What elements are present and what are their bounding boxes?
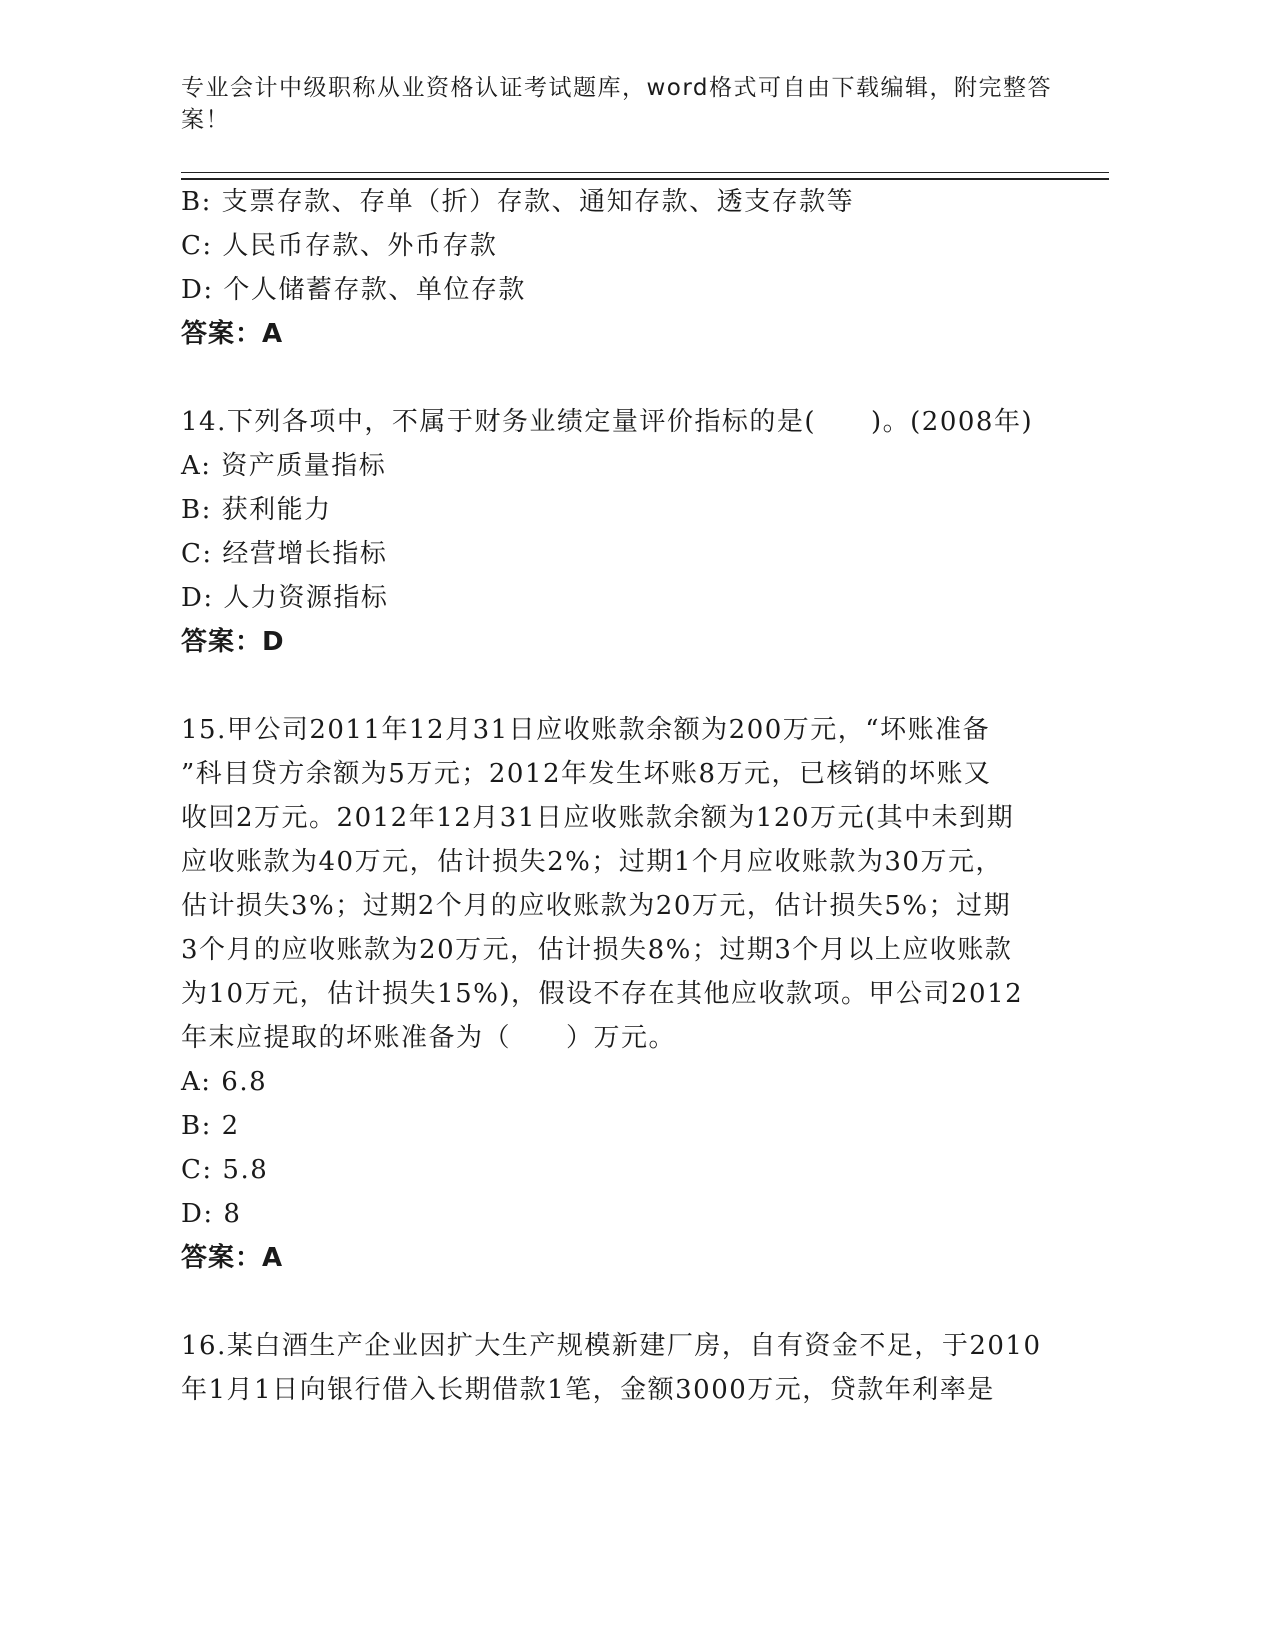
option-a: A: 6.8 [181, 1067, 268, 1097]
answer-label: 答案：D [181, 627, 285, 657]
option-a: A: 资产质量指标 [181, 451, 387, 481]
option-c: C: 人民币存款、外币存款 [181, 231, 498, 261]
question-stem-line: 15.甲公司2011年12月31日应收账款余额为200万元，“坏账准备 [181, 715, 991, 745]
question-stem-line: ”科目贷方余额为5万元；2012年发生坏账8万元，已核销的坏账又 [181, 759, 992, 789]
question-stem-line: 为10万元，估计损失15%)，假设不存在其他应收款项。甲公司2012 [181, 979, 1024, 1009]
question-stem-line: 年1月1日向银行借入长期借款1笔，金额3000万元，贷款年利率是 [181, 1375, 995, 1405]
option-c: C: 经营增长指标 [181, 539, 388, 569]
answer-label: 答案：A [181, 1243, 284, 1273]
question-15 [181, 710, 1061, 1282]
question-stem-line: 应收账款为40万元，估计损失2%；过期1个月应收账款为30万元， [181, 847, 1003, 877]
header-divider [181, 172, 1109, 180]
option-b: B: 获利能力 [181, 495, 332, 525]
question-16 [181, 1326, 1061, 1414]
option-b: B: 2 [181, 1111, 240, 1141]
document-header: 专业会计中级职称从业资格认证考试题库，word格式可自由下载编辑，附完整答案！ [181, 75, 1053, 133]
option-b: B: 支票存款、存单（折）存款、通知存款、透支存款等 [181, 187, 855, 217]
question-stem-line: 收回2万元。2012年12月31日应收账款余额为120万元(其中未到期 [181, 803, 1015, 833]
option-c: C: 5.8 [181, 1155, 269, 1185]
question-14 [181, 402, 1061, 666]
question-stem-line: 估计损失3%；过期2个月的应收账款为20万元，估计损失5%；过期 [181, 891, 1012, 921]
question-stem-line: 3个月的应收账款为20万元，估计损失8%；过期3个月以上应收账款 [181, 935, 1013, 965]
option-d: D: 人力资源指标 [181, 583, 389, 613]
question-stem-line: 16.某白酒生产企业因扩大生产规模新建厂房，自有资金不足，于2010 [181, 1331, 1042, 1361]
option-d: D: 8 [181, 1199, 242, 1229]
question-stem-line: 年末应提取的坏账准备为（ ）万元。 [181, 1023, 677, 1053]
question-stem: 14.下列各项中，不属于财务业绩定量评价指标的是( )。(2008年) [181, 407, 1034, 437]
question-13 [181, 182, 1061, 358]
question-content [181, 182, 1061, 1414]
answer-label: 答案：A [181, 319, 284, 349]
option-d: D: 个人储蓄存款、单位存款 [181, 275, 526, 305]
